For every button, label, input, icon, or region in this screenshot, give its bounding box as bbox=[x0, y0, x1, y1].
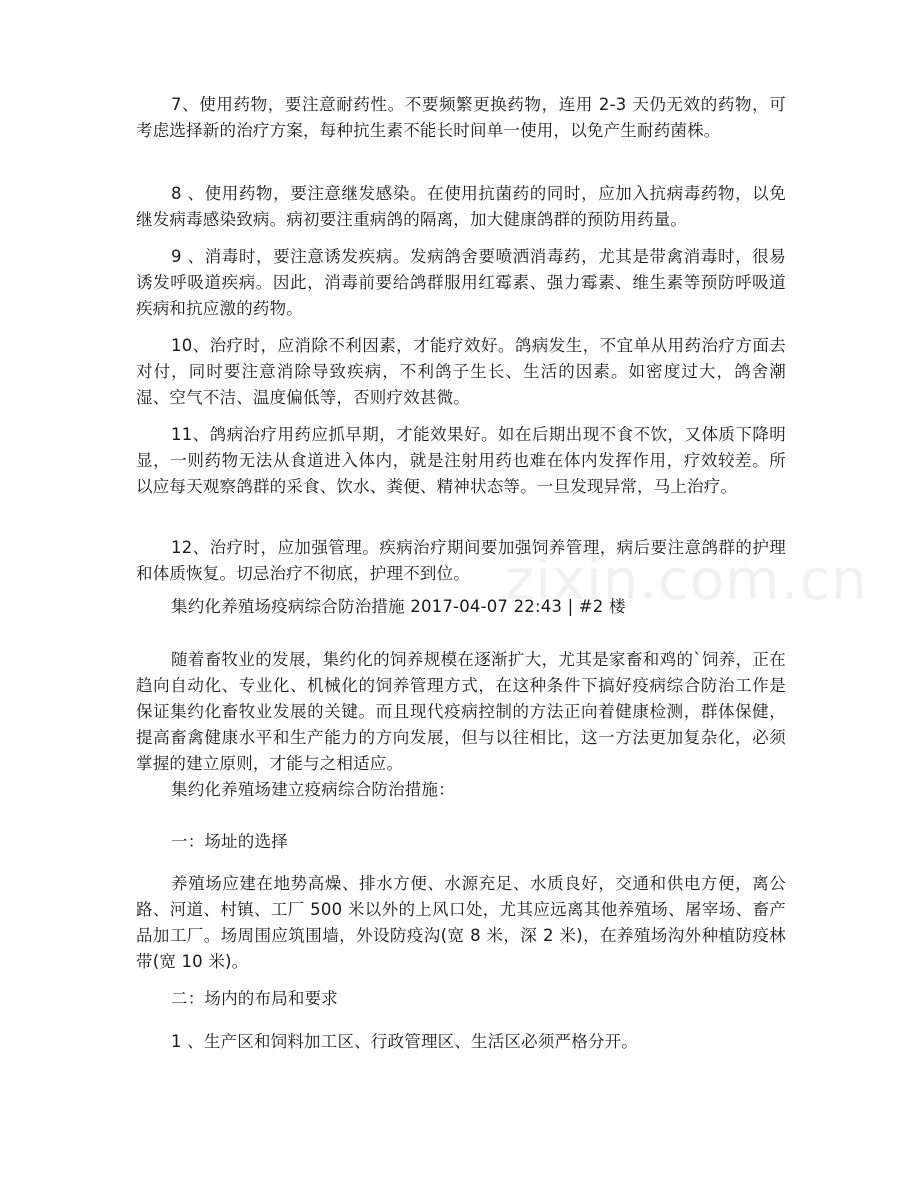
post-header: 集约化养殖场疫病综合防治措施 2017-04-07 22:43 | #2 楼 bbox=[171, 597, 626, 616]
paragraph-8: 8 、使用药物，要注意继发感染。在使用抗菌药的同时，应加入抗病毒药物，以免继发病毒感染致病。病初要注重病鸽的隔离，加大健康鸽群的预防用药量。 bbox=[136, 184, 786, 229]
paragraph-11: 11、鸽病治疗用药应抓早期，才能效果好。如在后期出现不食不饮，又体质下降明显，一则药物无法从食道进入体内，就是注射用药也难在体内发挥作用，疗效较差。所以应每天观察鸽群的采食、饮水、粪便、精神状态等。一旦发现异常，马上治疗。 bbox=[136, 425, 786, 496]
paragraph-10: 10、治疗时，应消除不利因素，才能疗效好。鸽病发生，不宜单从用药治疗方面去对付，同时要注意消除导致疾病，不利鸽子生长、生活的因素。如密度过大，鸽舍潮湿、空气不洁、温度偏低等，否则疗效甚微。 bbox=[136, 336, 786, 407]
intro-paragraph: 随着畜牧业的发展，集约化的饲养规模在逐渐扩大，尤其是家畜和鸡的`饲养，正在趋向自动化、专业化、机械化的饲养管理方式，在这种条件下搞好疫病综合防治工作是保证集约化畜牧业发展的关键。而且现代疫病控制的方法正向着健康检测，群体保健，提高畜禽健康水平和生产能力的方向发展，但与以往相比，这一方法更加复杂化，必须掌握的建立原则，才能与之相适应。 bbox=[136, 650, 786, 773]
paragraph-12: 12、治疗时，应加强管理。疾病治疗期间要加强饲养管理，病后要注意鸽群的护理和体质恢复。切忌治疗不彻底，护理不到位。 bbox=[136, 538, 786, 583]
measures-heading: 集约化养殖场建立疫病综合防治措施： bbox=[171, 780, 455, 799]
layout-item-1: 1 、生产区和饲料加工区、行政管理区、生活区必须严格分开。 bbox=[171, 1032, 639, 1051]
paragraph-9: 9 、消毒时，要注意诱发疾病。发病鸽舍要喷洒消毒药，尤其是带禽消毒时，很易诱发呼吸道疾病。因此，消毒前要给鸽群服用红霉素、强力霉素、维生素等预防呼吸道疾病和抗应激的药物。 bbox=[136, 247, 786, 318]
watermark: zixin.com.cn bbox=[505, 548, 868, 613]
section-two-heading: 二：场内的布局和要求 bbox=[171, 989, 338, 1008]
paragraph-7: 7、使用药物，要注意耐药性。不要频繁更换药物，连用 2-3 天仍无效的药物，可考虑选择新的治疗方案，每种抗生素不能长时间单一使用，以免产生耐药菌株。 bbox=[136, 95, 786, 140]
section-one-heading: 一：场址的选择 bbox=[171, 832, 288, 851]
site-selection-paragraph: 养殖场应建在地势高燥、排水方便、水源充足、水质良好，交通和供电方便，离公路、河道、村镇、工厂 500 米以外的上风口处，尤其应远离其他养殖场、屠宰场、畜产品加工厂。场周围应筑围墙，外设防疫沟(宽 8 米，深 2 米)，在养殖场沟外种植防疫林带(宽 10 米)。 bbox=[136, 874, 786, 971]
